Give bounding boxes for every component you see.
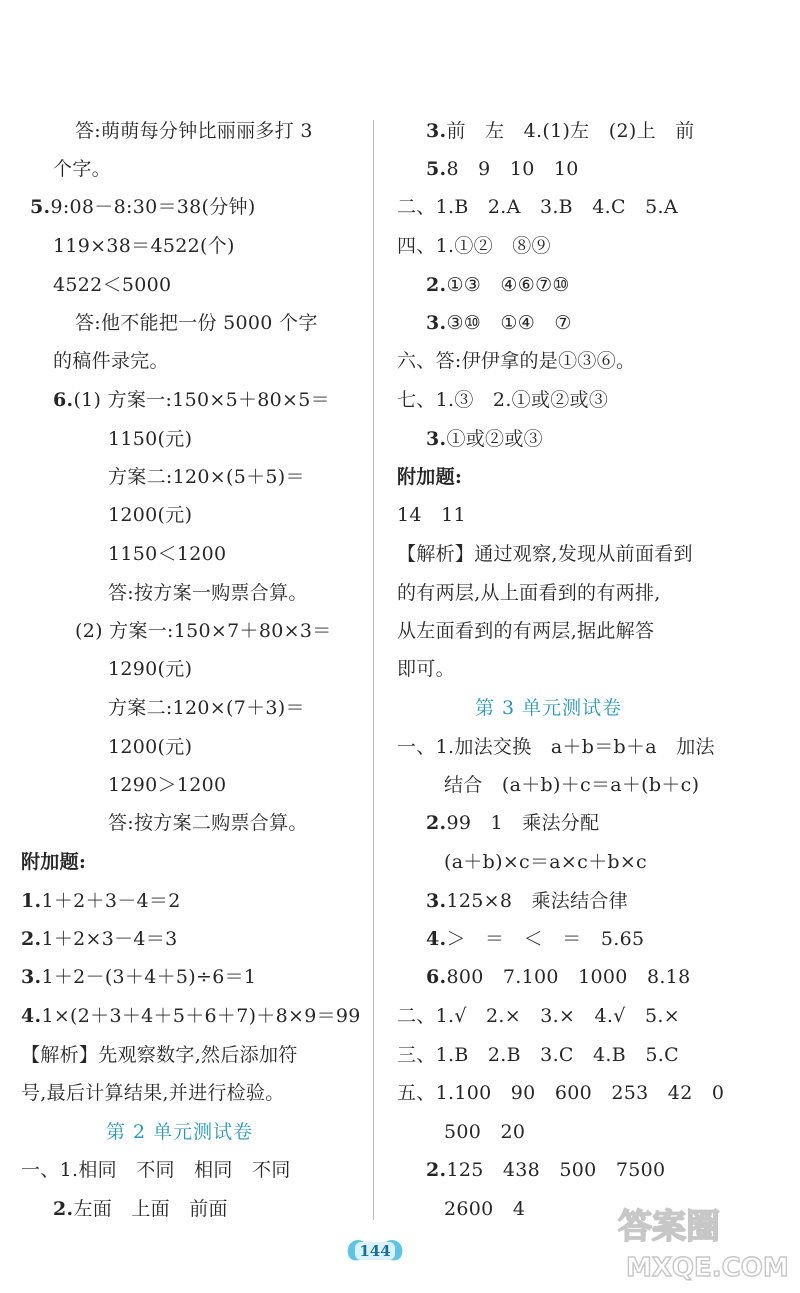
answer-text: 1150(元): [108, 428, 193, 450]
item-number: 5.: [426, 158, 447, 180]
item-number: 3.: [426, 120, 447, 142]
answer-text: 答:他不能把一份 5000 个字: [75, 312, 318, 334]
answer-text: 二、1.B 2.A 3.B 4.C 5.A: [397, 196, 678, 218]
answer-line: [21, 849, 86, 875]
answer-line: [53, 348, 169, 374]
answer-line: [108, 810, 308, 836]
answer-text: 【解析】先观察数字,然后添加符: [21, 1044, 298, 1066]
answer-text: 1200(元): [108, 504, 193, 526]
answer-text: 答:按方案二购票合算。: [108, 812, 308, 834]
answer-line: [21, 888, 181, 914]
item-number: 4.: [21, 1005, 42, 1027]
watermark-logo: [612, 1198, 792, 1286]
page-number-badge: [347, 1238, 403, 1264]
answer-line: [397, 1042, 679, 1068]
item-number: 2.: [53, 1198, 74, 1220]
page-number: 144: [355, 1242, 394, 1260]
item-number: 附加题:: [21, 851, 87, 873]
answer-line: [426, 810, 599, 836]
answer-text: 左面 上面 前面: [73, 1198, 228, 1220]
answer-line: [397, 541, 693, 567]
answer-text: 125×8 乘法结合律: [446, 890, 629, 912]
answer-text: 1×(2＋3＋4＋5＋6＋7)＋8×9＝99: [41, 1005, 361, 1027]
answer-line: [397, 348, 635, 374]
answer-line: [426, 310, 572, 336]
answer-line: [426, 926, 644, 952]
answer-line: [426, 118, 695, 144]
answer-text: 方案二:120×(5＋5)＝: [108, 466, 305, 488]
answer-line: [75, 310, 318, 336]
answer-line: [21, 964, 256, 990]
item-number: 4.: [426, 928, 447, 950]
answer-text: 号,最后计算结果,并进行检验。: [21, 1082, 285, 1104]
answer-text: (1) 方案一:150×5＋80×5＝: [73, 389, 330, 411]
answer-line: [108, 695, 305, 721]
answer-text: 五、1.100 90 600 253 42 0: [397, 1082, 725, 1104]
answer-text: 四、1.①② ⑧⑨: [397, 235, 551, 257]
answer-line: [397, 580, 661, 606]
answer-line: [426, 156, 579, 182]
answer-text: 答:萌萌每分钟比丽丽多打 3: [75, 120, 313, 142]
answer-text: 一、1.相同 不同 相同 不同: [21, 1159, 291, 1181]
answer-text: 4522＜5000: [53, 274, 172, 296]
answer-line: [426, 272, 570, 298]
answer-text: 答:按方案一购票合算。: [108, 582, 308, 604]
answer-line: [444, 1119, 525, 1145]
answer-line: [397, 734, 715, 760]
watermark-line1: 答案圈: [618, 1207, 720, 1247]
answer-text: 前 左 4.(1)左 (2)上 前: [446, 120, 695, 142]
answer-line: [397, 1003, 680, 1029]
answer-line: [397, 387, 608, 413]
answer-text: 三、1.B 2.B 3.C 4.B 5.C: [397, 1044, 679, 1066]
answer-text: 1＋2＋3－4＝2: [41, 890, 181, 912]
item-number: 3.: [426, 312, 447, 334]
answer-text: 14 11: [397, 504, 466, 526]
answer-text: 800 7.100 1000 8.18: [446, 966, 691, 988]
answer-text: 125 438 500 7500: [446, 1159, 666, 1181]
answer-line: [53, 233, 235, 259]
answer-text: 9:08－8:30＝38(分钟): [50, 196, 256, 218]
answer-line: [21, 926, 178, 952]
unit-test-heading: 第 3 单元测试卷: [475, 697, 623, 719]
answer-text: 1＋2×3－4＝3: [41, 928, 178, 950]
answer-text: 一、1.加法交换 a＋b＝b＋a 加法: [397, 736, 715, 758]
answer-text: 1290＞1200: [108, 774, 227, 796]
answer-line: [108, 464, 305, 490]
answer-line: [426, 888, 628, 914]
answer-text: 1290(元): [108, 658, 193, 680]
answer-text: 2600 4: [444, 1198, 526, 1220]
answer-text: ①或②或③: [446, 428, 543, 450]
answer-text: (2) 方案一:150×7＋80×3＝: [75, 620, 332, 642]
answer-line: [397, 618, 654, 644]
answer-line: [53, 1196, 228, 1222]
item-number: 3.: [426, 890, 447, 912]
answer-line: [426, 426, 543, 452]
answer-text: 七、1.③ 2.①或②或③: [397, 389, 609, 411]
answer-text: 1＋2－(3＋4＋5)÷6＝1: [41, 966, 257, 988]
answer-line: [30, 194, 256, 220]
answer-line: [397, 464, 462, 490]
answer-line: [397, 656, 455, 682]
answer-text: ③⑩ ①④ ⑦: [446, 312, 572, 334]
answer-line: [108, 734, 192, 760]
answer-line: [397, 502, 466, 528]
answer-line: [397, 1080, 724, 1106]
item-number: 3.: [21, 966, 42, 988]
item-number: 6.: [53, 389, 74, 411]
item-number: 2.: [426, 1159, 447, 1181]
answer-text: 的有两层,从上面看到的有两排,: [397, 582, 661, 604]
answer-line: [21, 1042, 298, 1068]
item-number: 1.: [21, 890, 42, 912]
answer-line: [426, 1157, 665, 1183]
answer-line: [444, 849, 647, 875]
answer-line: [397, 233, 551, 259]
answer-line: [53, 387, 330, 413]
answer-text: 的稿件录完。: [53, 350, 169, 372]
answer-line: [426, 964, 690, 990]
answer-line: [53, 156, 111, 182]
answer-line: [108, 656, 192, 682]
answer-line: [108, 426, 192, 452]
answer-text: 方案二:120×(7＋3)＝: [108, 697, 305, 719]
item-number: 2.: [426, 274, 447, 296]
answer-line: [53, 272, 171, 298]
item-number: 附加题:: [397, 466, 463, 488]
watermark-line2: MXQE.COM: [626, 1253, 789, 1283]
answer-line: [444, 772, 699, 798]
column-divider: [373, 120, 374, 1220]
item-number: 5.: [30, 196, 51, 218]
answer-text: (a＋b)×c＝a×c＋b×c: [444, 851, 647, 873]
answer-text: 500 20: [444, 1121, 526, 1143]
answer-text: 即可。: [397, 658, 455, 680]
answer-line: [108, 772, 226, 798]
answer-text: 119×38＝4522(个): [53, 235, 235, 257]
answer-text: 99 1 乘法分配: [446, 812, 600, 834]
answer-text: 8 9 10 10: [446, 158, 579, 180]
answer-text: 1150＜1200: [108, 543, 227, 565]
answer-line: [21, 1003, 361, 1029]
answer-text: ＞ ＝ ＜ ＝ 5.65: [446, 928, 645, 950]
answer-text: 个字。: [53, 158, 111, 180]
item-number: 2.: [426, 812, 447, 834]
answer-text: 结合 (a＋b)＋c＝a＋(b＋c): [444, 774, 700, 796]
answer-text: 1200(元): [108, 736, 193, 758]
answer-line: [21, 1157, 291, 1183]
item-number: 6.: [426, 966, 447, 988]
item-number: 3.: [426, 428, 447, 450]
answer-text: 从左面看到的有两层,据此解答: [397, 620, 655, 642]
answer-line: [397, 194, 678, 220]
answer-text: 【解析】通过观察,发现从前面看到: [397, 543, 693, 565]
answer-line: [75, 618, 332, 644]
answer-text: 二、1.√ 2.× 3.× 4.√ 5.×: [397, 1005, 680, 1027]
answer-line: [75, 118, 313, 144]
unit-test-heading: 第 2 单元测试卷: [106, 1121, 254, 1143]
answer-text: ①③ ④⑥⑦⑩: [446, 274, 570, 296]
item-number: 2.: [21, 928, 42, 950]
answer-line: [21, 1080, 285, 1106]
answer-line: [108, 502, 192, 528]
answer-text: 六、答:伊伊拿的是①③⑥。: [397, 350, 636, 372]
answer-line: [108, 541, 226, 567]
answer-line: [108, 580, 308, 606]
answer-line: [444, 1196, 525, 1222]
